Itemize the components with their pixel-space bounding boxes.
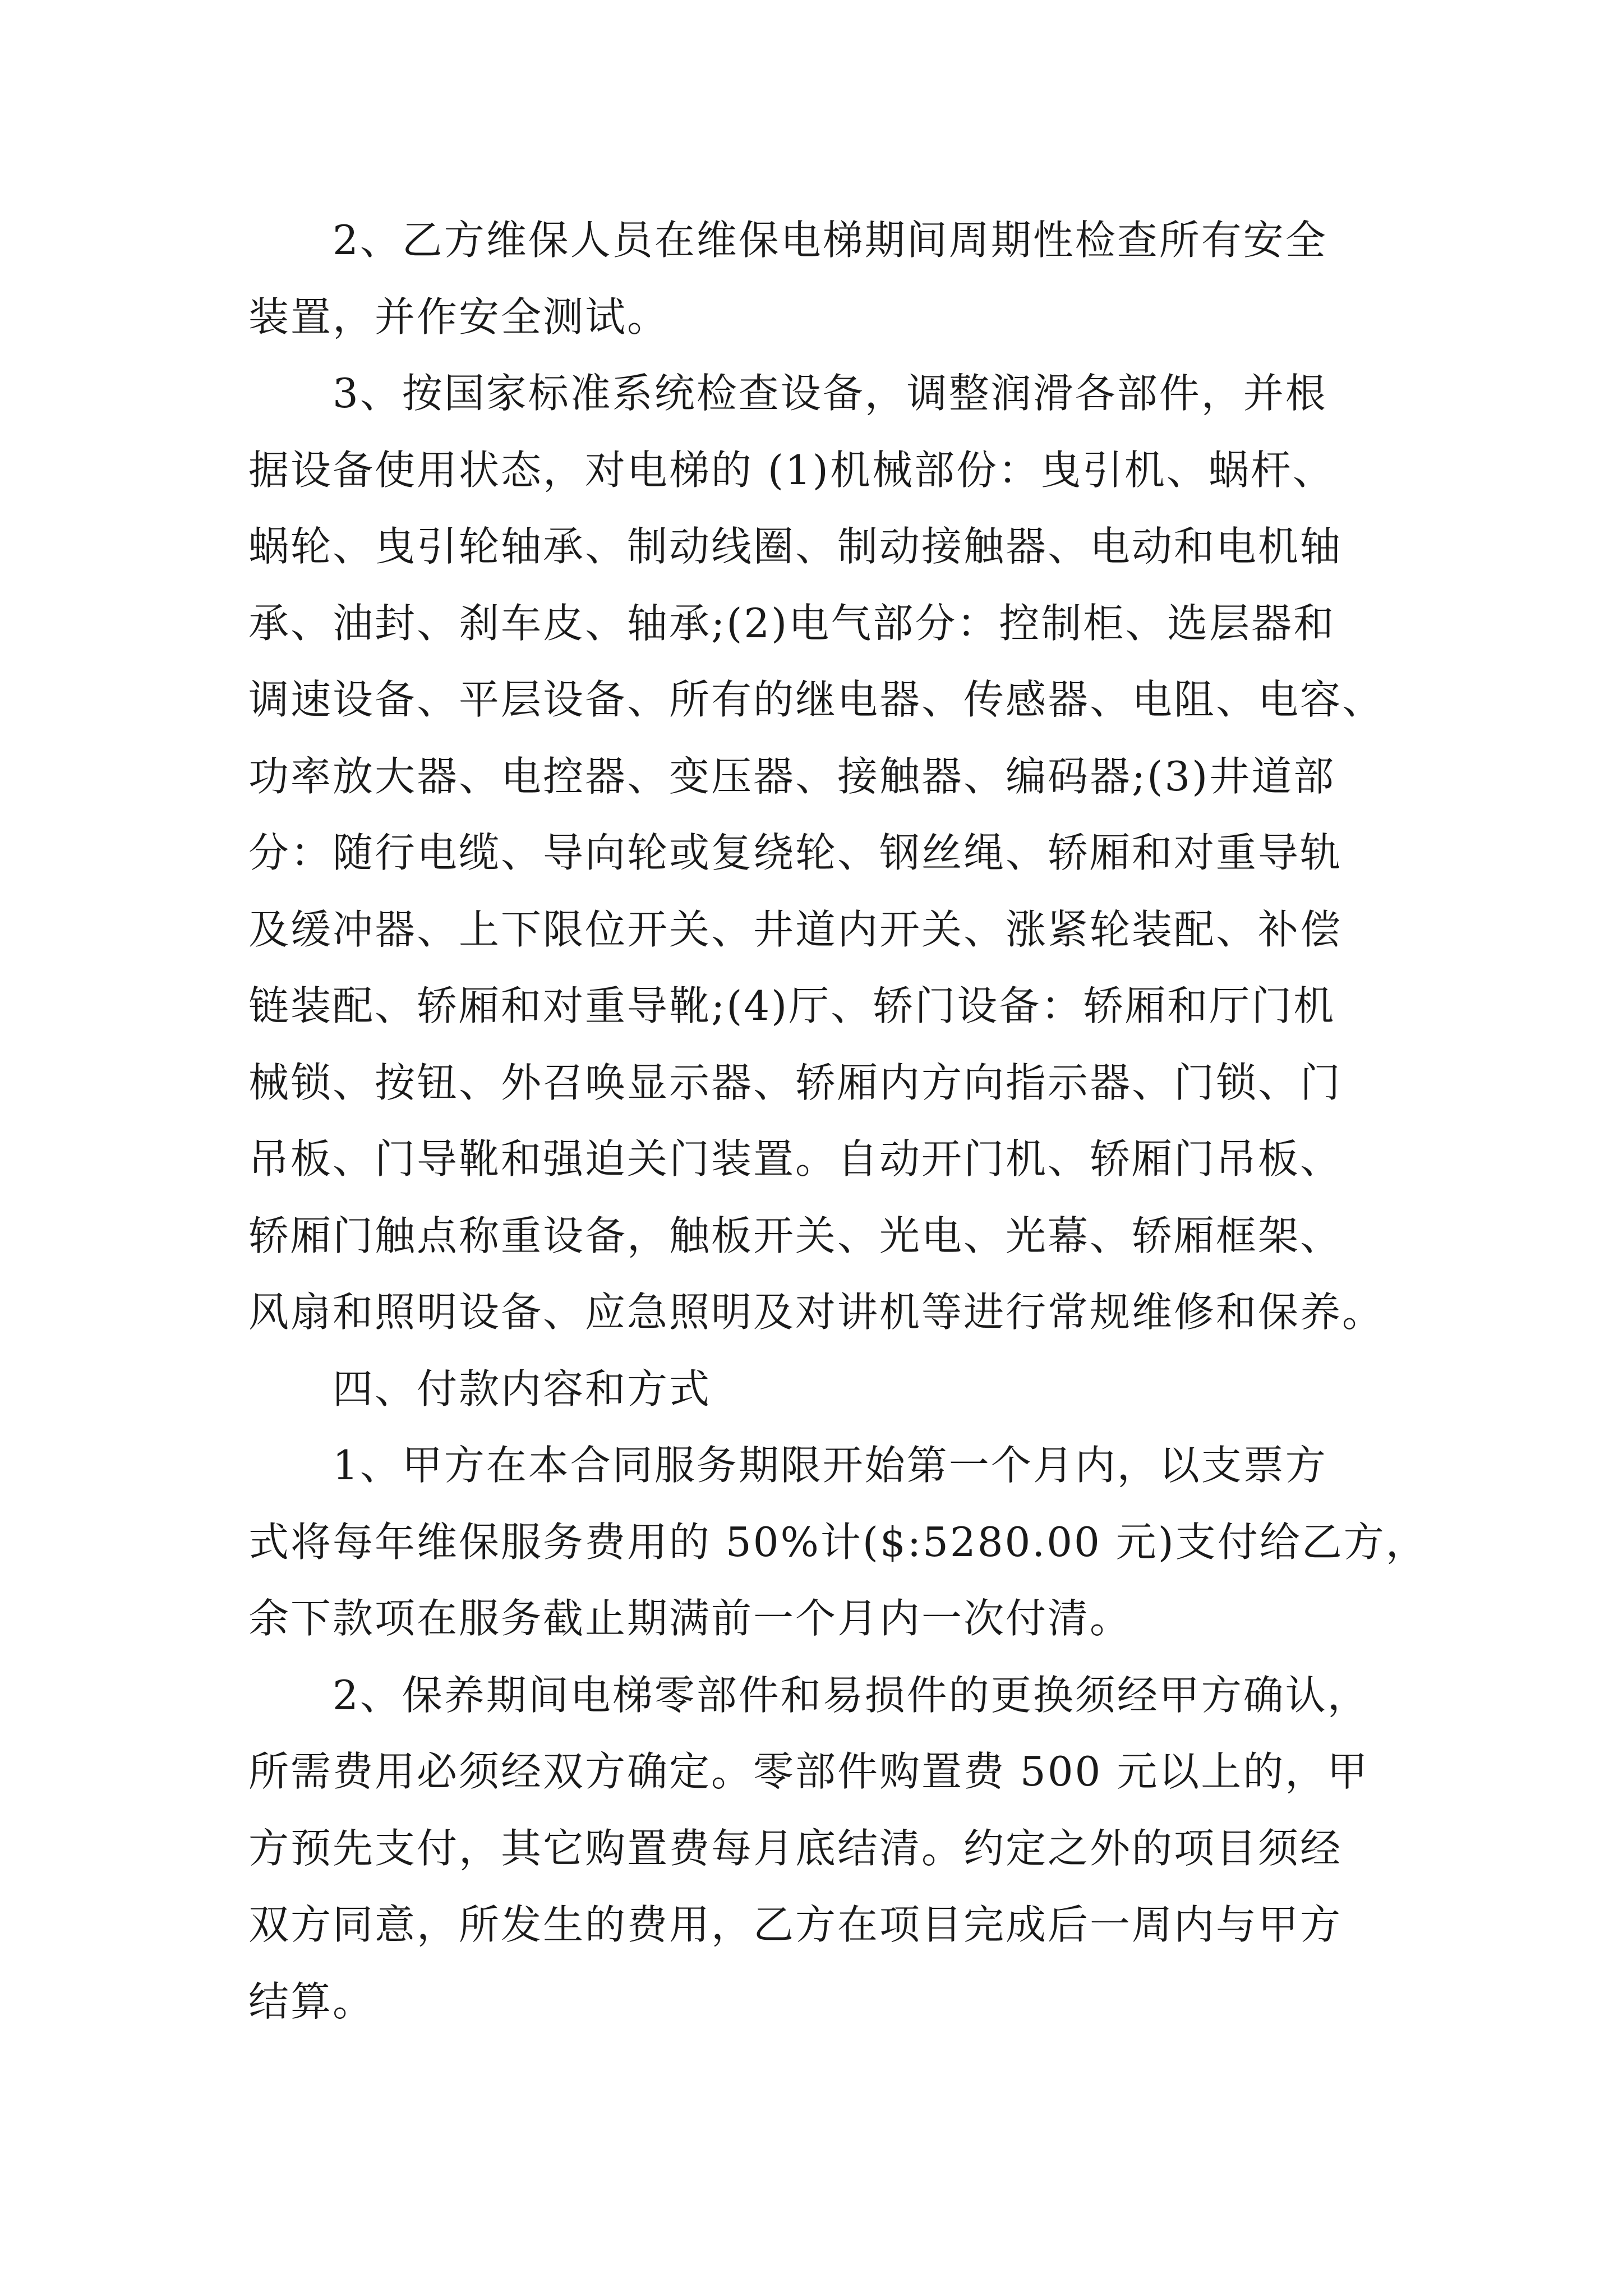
paragraph-line: 装置，并作安全测试。 [248,293,670,341]
section-heading: 四、付款内容和方式 [333,1365,712,1412]
paragraph-line: 1、甲方在本合同服务期限开始第一个月内，以支票方 [333,1442,1327,1489]
paragraph-line: 3、按国家标准系统检查设备，调整润滑各部件，并根 [333,370,1327,417]
paragraph-line: 结算。 [248,1977,375,2025]
paragraph-line: 双方同意，所发生的费用，乙方在项目完成后一周内与甲方 [248,1901,1343,1948]
paragraph-line: 蜗轮、曳引轮轴承、制动线圈、制动接触器、电动和电机轴 [248,523,1343,570]
paragraph-line: 链装配、轿厢和对重导靴;(4)厅、轿门设备：轿厢和厅门机 [248,982,1336,1029]
paragraph-line: 据设备使用状态，对电梯的 (1)机械部份：曳引机、蜗杆、 [248,446,1335,494]
paragraph-line: 调速设备、平层设备、所有的继电器、传感器、电阻、电容、 [248,676,1385,723]
document-body [248,202,1428,2040]
paragraph-line: 分：随行电缆、导向轮或复绕轮、钢丝绳、轿厢和对重导轨 [248,829,1343,876]
paragraph-line: 式将每年维保服务费用的 50%计($:5280.00 元)支付给乙方， [248,1518,1428,1566]
paragraph-line: 功率放大器、电控器、变压器、接触器、编码器;(3)井道部 [248,752,1336,800]
paragraph-line: 及缓冲器、上下限位开关、井道内开关、涨紧轮装配、补偿 [248,905,1343,953]
paragraph-line: 2、乙方维保人员在维保电梯期间周期性检查所有安全 [333,217,1327,264]
paragraph-line: 吊板、门导靴和强迫关门装置。自动开门机、轿厢门吊板、 [248,1135,1343,1182]
paragraph-line: 风扇和照明设备、应急照明及对讲机等进行常规维修和保养。 [248,1289,1385,1336]
paragraph-line: 2、保养期间电梯零部件和易损件的更换须经甲方确认， [333,1671,1370,1719]
paragraph-line: 轿厢门触点称重设备，触板开关、光电、光幕、轿厢框架、 [248,1212,1343,1259]
paragraph-line: 承、油封、刹车皮、轴承;(2)电气部分：控制柜、选层器和 [248,599,1336,647]
paragraph-line: 余下款项在服务截止期满前一个月内一次付清。 [248,1595,1132,1642]
paragraph-line: 所需费用必须经双方确定。零部件购置费 500 元以上的，甲 [248,1748,1370,1795]
paragraph-line: 方预先支付，其它购置费每月底结清。约定之外的项目须经 [248,1824,1343,1872]
paragraph-line: 械锁、按钮、外召唤显示器、轿厢内方向指示器、门锁、门 [248,1059,1343,1106]
